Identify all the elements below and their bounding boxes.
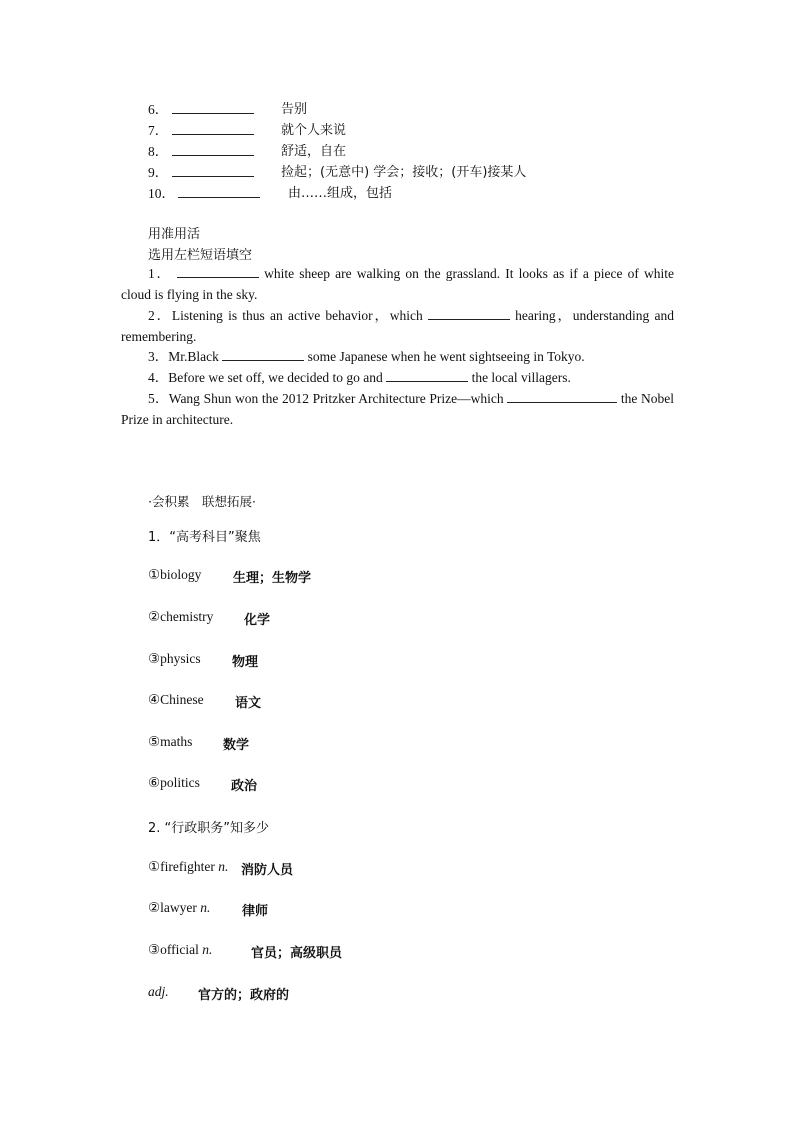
answer-blank[interactable] <box>428 307 510 320</box>
exercise-text-before: Wang Shun won the 2012 Pritzker Architecture Prize—which <box>168 391 508 406</box>
vocab-number: 6． <box>148 102 169 117</box>
subject-en: ④Chinese <box>148 692 204 707</box>
job-zh: 官员；高级职员 <box>251 946 343 961</box>
subject-zh: 政治 <box>231 779 258 794</box>
exercise-text-after: the Nobel Prize in architecture. <box>121 391 674 427</box>
answer-blank[interactable] <box>172 143 254 156</box>
group-title: 1．“高考科目”聚焦 <box>148 530 261 545</box>
answer-blank[interactable] <box>172 101 254 114</box>
subject-en: ⑤maths <box>148 734 193 749</box>
section-title: 用准用活 <box>148 227 201 242</box>
exercise-text-before: Listening is thus an active behavior，which <box>171 308 428 323</box>
job-item <box>148 859 294 878</box>
group-title: 2. “行政职务”知多少 <box>148 821 270 836</box>
subject-item <box>148 609 271 628</box>
answer-blank[interactable] <box>172 122 254 135</box>
subject-zh: 生理；生物学 <box>233 571 312 586</box>
job-pos: n. <box>202 942 213 957</box>
job-zh: 律师 <box>242 904 269 919</box>
vocab-item <box>148 161 527 181</box>
vocab-item <box>148 98 308 118</box>
vocab-number: 9． <box>148 165 169 180</box>
vocab-meaning: 捡起；(无意中) 学会；接收；(开车)接某人 <box>281 165 527 180</box>
job-en: ③official <box>148 942 203 957</box>
job-en: ①firefighter <box>148 859 219 874</box>
answer-blank[interactable] <box>172 164 254 177</box>
subject-zh: 语文 <box>235 696 262 711</box>
job-zh: 消防人员 <box>241 863 294 878</box>
subject-en: ②chemistry <box>148 609 214 624</box>
vocab-item <box>148 140 347 160</box>
vocab-number: 10． <box>148 186 175 201</box>
vocab-meaning: 舒适，自在 <box>281 144 347 159</box>
subject-item <box>148 692 262 711</box>
subject-en: ③physics <box>148 651 201 666</box>
vocab-meaning: 就个人来说 <box>281 123 347 138</box>
exercise-number: 5． <box>148 391 169 406</box>
vocab-meaning: 告别 <box>281 102 308 117</box>
subject-item <box>148 734 250 753</box>
exercise-number: 1． <box>148 266 172 281</box>
job-en: ②lawyer <box>148 900 201 915</box>
exercise-item <box>121 368 674 389</box>
job-item <box>148 942 343 961</box>
answer-blank[interactable] <box>177 265 259 278</box>
job-pos: n. <box>200 900 211 915</box>
vocab-number: 7． <box>148 123 169 138</box>
answer-blank[interactable] <box>222 348 304 361</box>
exercise-number: 3． <box>148 349 169 364</box>
exercise-item <box>121 306 674 347</box>
job-item <box>148 984 290 1003</box>
section-instruction: 选用左栏短语填空 <box>148 248 253 263</box>
answer-blank[interactable] <box>386 369 468 382</box>
exercise-text-after: some Japanese when he went sightseeing in Tokyo. <box>304 349 585 364</box>
exercise-text-after: the local villagers. <box>468 370 571 385</box>
exercise-item <box>121 347 674 368</box>
exercise-number: 4． <box>148 370 169 385</box>
answer-blank[interactable] <box>178 185 260 198</box>
vocab-number: 8． <box>148 144 169 159</box>
subject-en: ①biology <box>148 567 202 582</box>
job-pos: n. <box>218 859 229 874</box>
exercise-text-before: Before we set off, we decided to go and <box>168 370 387 385</box>
vocab-item <box>148 182 393 202</box>
job-zh: 官方的；政府的 <box>198 988 290 1003</box>
exercise-item <box>121 389 674 430</box>
exercise-item <box>121 264 674 305</box>
subject-zh: 化学 <box>244 613 271 628</box>
expand-header: ·会积累 联想拓展· <box>148 494 256 509</box>
exercise-text-after: hearing，understanding and remembering. <box>121 308 674 344</box>
vocab-item <box>148 119 347 139</box>
subject-zh: 物理 <box>232 655 259 670</box>
exercise-text-after: white sheep are walking on the grassland. It looks as if a piece of white cloud is flying in the sky. <box>121 266 675 302</box>
answer-blank[interactable] <box>507 390 617 403</box>
subject-item <box>148 651 259 670</box>
vocab-meaning: 由……组成，包括 <box>288 186 393 201</box>
job-pos: adj. <box>148 984 169 999</box>
subject-en: ⑥politics <box>148 775 200 790</box>
subject-item <box>148 567 312 586</box>
job-item <box>148 900 269 919</box>
subject-zh: 数学 <box>223 738 250 753</box>
exercise-text-before: Mr.Black <box>168 349 223 364</box>
subject-item <box>148 775 258 794</box>
exercise-number: 2． <box>148 308 172 323</box>
